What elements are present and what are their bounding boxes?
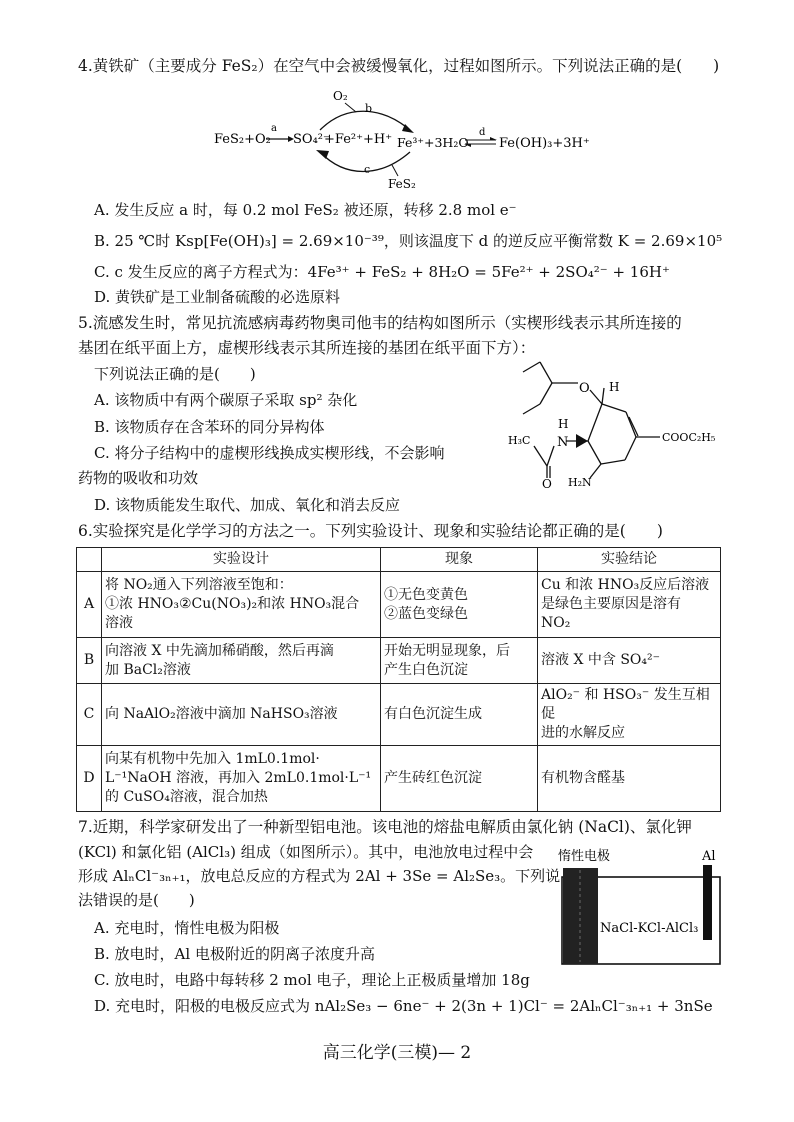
cell-conclusion: 溶液 X 中含 SO₄²⁻ [538, 638, 721, 684]
row-label: C [77, 684, 102, 746]
cell-conclusion: AlO₂⁻ 和 HSO₃⁻ 发生互相促 进的水解反应 [538, 684, 721, 746]
q4-option-b: B. 25 ℃时 Ksp[Fe(OH)₃] = 2.69×10⁻³⁹，则该温度下 d 的逆反应平衡常数 K = 2.69×10⁵ [94, 232, 723, 250]
q4-so4: SO₄²⁻ [293, 132, 330, 147]
svg-text:N: N [557, 435, 569, 450]
svg-text:H: H [558, 417, 569, 431]
q4-fe3: Fe³⁺+3H₂O [397, 135, 469, 150]
svg-text:H: H [609, 380, 620, 394]
q4-label-a: a [271, 123, 277, 134]
row-label: A [77, 572, 102, 638]
q5-option-c-cont: 药物的吸收和功效 [78, 469, 199, 487]
q5-option-d: D. 该物质能发生取代、加成、氧化和消去反应 [94, 496, 401, 514]
cell-design: 向 NaAlO₂溶液中滴加 NaHSO₃溶液 [102, 684, 381, 746]
cell-design: 将 NO₂通入下列溶液至饱和： ①浓 HNO₃②Cu(NO₃)₂和浓 HNO₃混合 溶液 [102, 572, 381, 638]
q4-product: Fe(OH)₃+3H⁺ [499, 136, 590, 151]
q7-stem-3: 形成 AlₙCl⁻₃ₙ₊₁，放电总反应的方程式为 2Al + 3Se = Al₂Se₃。下列说 [78, 867, 561, 885]
inert-electrode [563, 868, 598, 964]
q7-option-d: D. 充电时，阳极的电极反应式为 nAl₂Se₃ − 6ne⁻ + 2(3n + 1)Cl⁻ = 2AlₙCl⁻₃ₙ₊₁ + 3nSe [94, 997, 713, 1015]
inert-electrode-label: 惰性电极 [558, 849, 611, 864]
cell-phenomenon: 开始无明显现象，后 产生白色沉淀 [381, 638, 538, 684]
q7-option-b: B. 放电时，Al 电极附近的阴离子浓度升高 [94, 945, 375, 963]
q7-option-c: C. 放电时，电路中每转移 2 mol 电子，理论上正极质量增加 18g [94, 971, 530, 989]
q5-option-a: A. 该物质中有两个碳原子采取 sp² 杂化 [94, 391, 358, 409]
q4-label-d: d [479, 127, 486, 138]
cell-design: 向溶液 X 中先滴加稀硝酸，然后再滴 加 BaCl₂溶液 [102, 638, 381, 684]
q5-option-b: B. 该物质存在含苯环的同分异构体 [94, 418, 325, 436]
header-conclusion: 实验结论 [538, 548, 721, 572]
q4-o2: O₂ [333, 89, 348, 103]
electrolyte-label: NaCl-KCl-AlCl₃ [600, 921, 699, 936]
cell-conclusion: Cu 和浓 HNO₃反应后溶液 是绿色主要原因是溶有 NO₂ [538, 572, 721, 638]
row-label: B [77, 638, 102, 684]
row-label: D [77, 746, 102, 812]
cell-design: 向某有机物中先加入 1mL0.1mol· L⁻¹NaOH 溶液，再加入 2mL0.1mol·L⁻¹ 的 CuSO₄溶液，混合加热 [102, 746, 381, 812]
header-design: 实验设计 [102, 548, 381, 572]
q6-stem: 6.实验探究是化学学习的方法之一。下列实验设计、现象和实验结论都正确的是( ) [78, 522, 663, 540]
al-electrode [703, 865, 712, 940]
svg-text:H₂N: H₂N [568, 476, 592, 489]
page-footer: 高三化学(三模)— 2 [322, 1043, 472, 1063]
q5-stem-2: 基团在纸平面上方，虚楔形线表示其所连接的基团在纸平面下方）： [78, 339, 536, 357]
cell-conclusion: 有机物含醛基 [538, 746, 721, 812]
svg-text:H₃C: H₃C [508, 434, 531, 447]
q4-label-b: b [365, 102, 373, 115]
q4-fes2: FeS₂ [388, 177, 416, 191]
q7-stem-1: 7.近期，科学家研发出了一种新型铝电池。该电池的熔盐电解质由氯化钠 (NaCl)、氯化钾 [78, 818, 692, 836]
cell-phenomenon: ①无色变黄色 ②蓝色变绿色 [381, 572, 538, 638]
q4-option-d: D. 黄铁矿是工业制备硫酸的必选原料 [94, 288, 341, 306]
q5-option-c: C. 将分子结构中的虚楔形线换成实楔形线，不会影响 [94, 444, 445, 462]
al-label: Al [702, 849, 716, 864]
cell-phenomenon: 有白色沉淀生成 [381, 684, 538, 746]
svg-text:COOC₂H₅: COOC₂H₅ [662, 431, 716, 444]
q7-stem-2: (KCl) 和氯化铝 (AlCl₃) 组成（如图所示）。其中，电池放电过程中会 [78, 843, 534, 861]
svg-text:O: O [542, 477, 552, 491]
svg-text:O: O [579, 381, 590, 396]
q4-option-a: A. 发生反应 a 时，每 0.2 mol FeS₂ 被还原，转移 2.8 mol e⁻ [94, 201, 517, 219]
cell-phenomenon: 产生砖红色沉淀 [381, 746, 538, 812]
q4-stem: 4.黄铁矿（主要成分 FeS₂）在空气中会被缓慢氧化，过程如图所示。下列说法正确的是( ) [78, 57, 720, 75]
q7-stem-4: 法错误的是( ) [78, 891, 195, 909]
q4-ions: +Fe²⁺+H⁺ [324, 132, 393, 147]
q4-left-eq: FeS₂+O₂ [214, 132, 271, 147]
q5-stem-1: 5.流感发生时，常见抗流感病毒药物奥司他韦的结构如图所示（实楔形线表示其所连接的 [78, 314, 682, 332]
q7-option-a: A. 充电时，惰性电极为阳极 [94, 919, 280, 937]
q4-label-c: c [364, 163, 371, 176]
q4-option-c: C. c 发生反应的离子方程式为：4Fe³⁺ + FeS₂ + 8H₂O = 5Fe²⁺ + 2SO₄²⁻ + 16H⁺ [94, 263, 670, 281]
q5-stem-3: 下列说法正确的是( ) [94, 365, 256, 383]
header-phenomenon: 现象 [381, 548, 538, 572]
